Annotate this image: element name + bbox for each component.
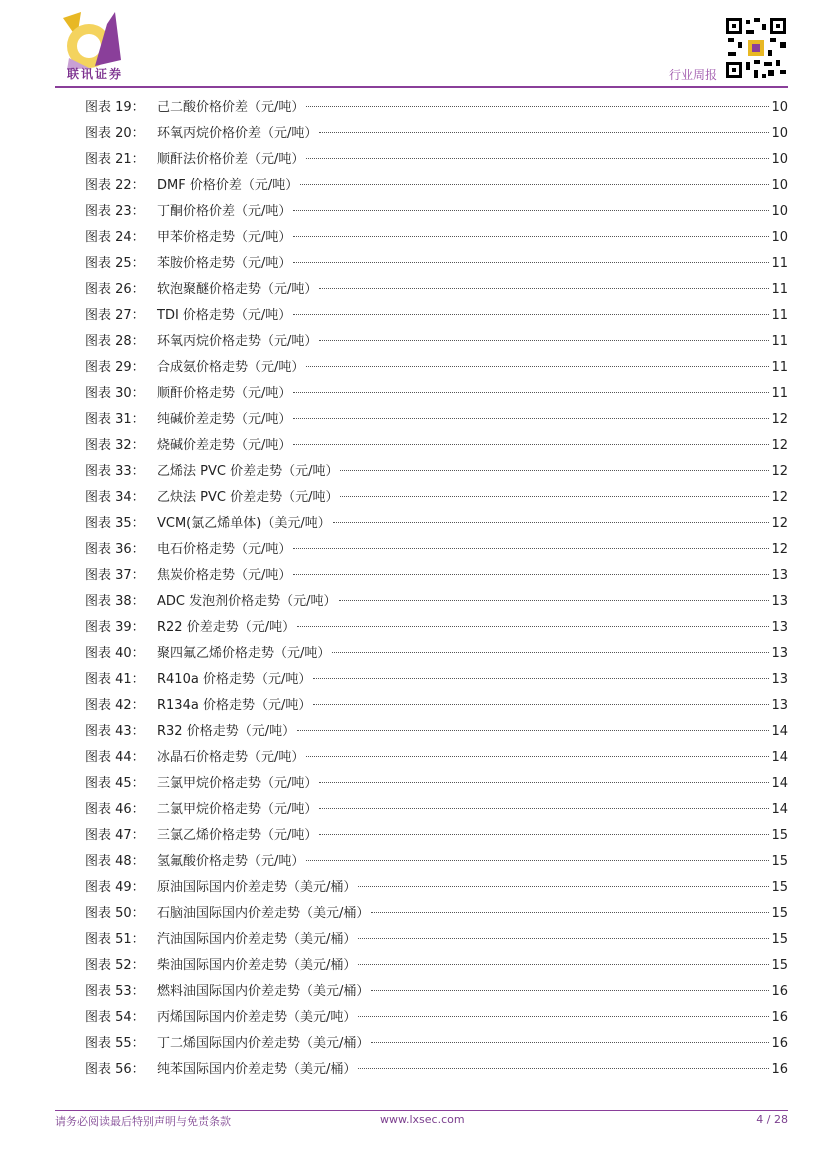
toc-figure-title: 原油国际国内价差走势（美元/桶） xyxy=(157,880,357,895)
toc-leader-dots xyxy=(332,652,769,653)
toc-leader-dots xyxy=(371,912,769,913)
toc-page-number: 15 xyxy=(771,906,788,921)
toc-figure-title: 顺酐价格走势（元/吨） xyxy=(157,386,292,401)
toc-figure-number: 图表 30： xyxy=(85,386,145,401)
toc-figure-number: 图表 48： xyxy=(85,854,145,869)
toc-row[interactable] xyxy=(85,745,788,771)
toc-leader-dots xyxy=(306,860,769,861)
toc-row[interactable] xyxy=(85,407,788,433)
toc-figure-number: 图表 37： xyxy=(85,568,145,583)
toc-page-number: 16 xyxy=(771,984,788,999)
toc-figure-number: 图表 39： xyxy=(85,620,145,635)
toc-figure-title: R22 价差走势（元/吨） xyxy=(157,620,296,635)
toc-page-number: 13 xyxy=(771,594,788,609)
toc-row[interactable] xyxy=(85,199,788,225)
toc-page-number: 13 xyxy=(771,620,788,635)
footer-divider xyxy=(55,1110,788,1111)
page-indicator: 4 / 28 xyxy=(756,1113,788,1126)
toc-figure-number: 图表 44： xyxy=(85,750,145,765)
toc-page-number: 11 xyxy=(771,334,788,349)
toc-page-number: 14 xyxy=(771,776,788,791)
toc-leader-dots xyxy=(313,678,769,679)
toc-leader-dots xyxy=(293,418,769,419)
toc-leader-dots xyxy=(293,236,769,237)
toc-figure-title: R410a 价格走势（元/吨） xyxy=(157,672,312,687)
page-footer xyxy=(55,1113,788,1131)
toc-figure-title: VCM(氯乙烯单体)（美元/吨） xyxy=(157,516,331,531)
toc-figure-number: 图表 24： xyxy=(85,230,145,245)
toc-figure-title: 环氧丙烷价格价差（元/吨） xyxy=(157,126,318,141)
toc-figure-number: 图表 21： xyxy=(85,152,145,167)
toc-page-number: 11 xyxy=(771,282,788,297)
toc-figure-title: ADC 发泡剂价格走势（元/吨） xyxy=(157,594,337,609)
toc-figure-number: 图表 51： xyxy=(85,932,145,947)
toc-row[interactable] xyxy=(85,329,788,355)
toc-page-number: 10 xyxy=(771,100,788,115)
toc-figure-title: TDI 价格走势（元/吨） xyxy=(157,308,292,323)
toc-row[interactable] xyxy=(85,979,788,1005)
toc-page-number: 14 xyxy=(771,724,788,739)
toc-figure-title: 顺酐法价格价差（元/吨） xyxy=(157,152,305,167)
toc-figure-title: 丙烯国际国内价差走势（美元/吨） xyxy=(157,1010,357,1025)
toc-figure-number: 图表 32： xyxy=(85,438,145,453)
toc-row[interactable] xyxy=(85,251,788,277)
toc-row[interactable] xyxy=(85,173,788,199)
toc-figure-number: 图表 49： xyxy=(85,880,145,895)
toc-figure-title: 三氯乙烯价格走势（元/吨） xyxy=(157,828,318,843)
toc-leader-dots xyxy=(306,756,769,757)
toc-leader-dots xyxy=(297,730,769,731)
toc-leader-dots xyxy=(358,1016,769,1017)
toc-figure-title: 二氯甲烷价格走势（元/吨） xyxy=(157,802,318,817)
toc-leader-dots xyxy=(297,626,769,627)
toc-page-number: 10 xyxy=(771,152,788,167)
toc-page-number: 12 xyxy=(771,412,788,427)
toc-figure-number: 图表 27： xyxy=(85,308,145,323)
toc-leader-dots xyxy=(319,288,769,289)
toc-figure-title: 纯苯国际国内价差走势（美元/桶） xyxy=(157,1062,357,1077)
toc-row[interactable] xyxy=(85,1005,788,1031)
toc-leader-dots xyxy=(306,106,769,107)
toc-leader-dots xyxy=(293,392,769,393)
toc-row[interactable] xyxy=(85,459,788,485)
page-header xyxy=(0,0,827,92)
toc-figure-title: 冰晶石价格走势（元/吨） xyxy=(157,750,305,765)
toc-page-number: 14 xyxy=(771,802,788,817)
toc-figure-number: 图表 34： xyxy=(85,490,145,505)
toc-leader-dots xyxy=(293,314,769,315)
toc-page-number: 15 xyxy=(771,932,788,947)
toc-page-number: 14 xyxy=(771,750,788,765)
toc-leader-dots xyxy=(371,990,769,991)
toc-row[interactable] xyxy=(85,1057,788,1083)
toc-figure-number: 图表 28： xyxy=(85,334,145,349)
toc-figure-number: 图表 45： xyxy=(85,776,145,791)
toc-row[interactable] xyxy=(85,771,788,797)
toc-figure-number: 图表 47： xyxy=(85,828,145,843)
toc-page-number: 12 xyxy=(771,438,788,453)
toc-row[interactable] xyxy=(85,225,788,251)
figure-list xyxy=(85,95,788,1083)
toc-figure-title: 焦炭价格走势（元/吨） xyxy=(157,568,292,583)
website-link[interactable]: www.lxsec.com xyxy=(380,1113,465,1126)
toc-row[interactable] xyxy=(85,355,788,381)
toc-figure-title: 柴油国际国内价差走势（美元/桶） xyxy=(157,958,357,973)
toc-figure-title: 氢氟酸价格走势（元/吨） xyxy=(157,854,305,869)
toc-page-number: 15 xyxy=(771,854,788,869)
toc-page-number: 12 xyxy=(771,516,788,531)
toc-row[interactable] xyxy=(85,953,788,979)
toc-row[interactable] xyxy=(85,381,788,407)
toc-page-number: 16 xyxy=(771,1036,788,1051)
toc-page-number: 16 xyxy=(771,1010,788,1025)
toc-leader-dots xyxy=(333,522,770,523)
toc-figure-number: 图表 54： xyxy=(85,1010,145,1025)
toc-figure-title: 燃料油国际国内价差走势（美元/桶） xyxy=(157,984,370,999)
toc-page-number: 15 xyxy=(771,828,788,843)
toc-page-number: 10 xyxy=(771,126,788,141)
toc-row[interactable] xyxy=(85,693,788,719)
toc-row[interactable] xyxy=(85,511,788,537)
toc-page-number: 11 xyxy=(771,360,788,375)
toc-figure-title: 纯碱价差走势（元/吨） xyxy=(157,412,292,427)
toc-row[interactable] xyxy=(85,147,788,173)
toc-page-number: 10 xyxy=(771,230,788,245)
toc-leader-dots xyxy=(319,340,769,341)
header-divider xyxy=(55,86,788,88)
toc-page-number: 10 xyxy=(771,204,788,219)
toc-leader-dots xyxy=(306,366,769,367)
toc-figure-number: 图表 22： xyxy=(85,178,145,193)
toc-row[interactable] xyxy=(85,277,788,303)
toc-page-number: 11 xyxy=(771,386,788,401)
toc-figure-title: 甲苯价格走势（元/吨） xyxy=(157,230,292,245)
toc-leader-dots xyxy=(293,444,769,445)
toc-page-number: 15 xyxy=(771,880,788,895)
toc-figure-title: 三氯甲烷价格走势（元/吨） xyxy=(157,776,318,791)
toc-figure-number: 图表 20： xyxy=(85,126,145,141)
toc-figure-number: 图表 38： xyxy=(85,594,145,609)
toc-row[interactable] xyxy=(85,615,788,641)
toc-row[interactable] xyxy=(85,1031,788,1057)
toc-figure-number: 图表 40： xyxy=(85,646,145,661)
toc-leader-dots xyxy=(319,782,769,783)
toc-figure-number: 图表 52： xyxy=(85,958,145,973)
toc-page-number: 11 xyxy=(771,256,788,271)
toc-leader-dots xyxy=(340,496,769,497)
toc-figure-number: 图表 46： xyxy=(85,802,145,817)
toc-figure-number: 图表 55： xyxy=(85,1036,145,1051)
toc-page-number: 11 xyxy=(771,308,788,323)
toc-figure-title: 聚四氟乙烯价格走势（元/吨） xyxy=(157,646,331,661)
toc-row[interactable] xyxy=(85,121,788,147)
toc-leader-dots xyxy=(358,886,769,887)
toc-leader-dots xyxy=(358,964,769,965)
toc-figure-number: 图表 25： xyxy=(85,256,145,271)
toc-row[interactable] xyxy=(85,667,788,693)
toc-leader-dots xyxy=(358,1068,769,1069)
toc-leader-dots xyxy=(340,470,769,471)
toc-row[interactable] xyxy=(85,901,788,927)
toc-page-number: 12 xyxy=(771,542,788,557)
toc-figure-title: 汽油国际国内价差走势（美元/桶） xyxy=(157,932,357,947)
toc-figure-title: 环氧丙烷价格走势（元/吨） xyxy=(157,334,318,349)
toc-row[interactable] xyxy=(85,719,788,745)
toc-page-number: 13 xyxy=(771,672,788,687)
toc-leader-dots xyxy=(293,210,769,211)
toc-row[interactable] xyxy=(85,589,788,615)
toc-figure-number: 图表 53： xyxy=(85,984,145,999)
company-name: 联讯证券 xyxy=(66,67,123,81)
toc-page-number: 10 xyxy=(771,178,788,193)
toc-page-number: 13 xyxy=(771,698,788,713)
toc-figure-title: 丁二烯国际国内价差走势（美元/桶） xyxy=(157,1036,370,1051)
toc-row[interactable] xyxy=(85,95,788,121)
qr-code-icon xyxy=(724,16,788,80)
toc-figure-number: 图表 33： xyxy=(85,464,145,479)
toc-figure-number: 图表 31： xyxy=(85,412,145,427)
toc-figure-title: 软泡聚醚价格走势（元/吨） xyxy=(157,282,318,297)
toc-row[interactable] xyxy=(85,927,788,953)
toc-row[interactable] xyxy=(85,875,788,901)
toc-figure-title: 苯胺价格走势（元/吨） xyxy=(157,256,292,271)
toc-row[interactable] xyxy=(85,485,788,511)
toc-row[interactable] xyxy=(85,433,788,459)
toc-row[interactable] xyxy=(85,849,788,875)
toc-figure-title: R32 价格走势（元/吨） xyxy=(157,724,296,739)
toc-leader-dots xyxy=(313,704,769,705)
toc-figure-title: 丁酮价格价差（元/吨） xyxy=(157,204,292,219)
toc-row[interactable] xyxy=(85,823,788,849)
toc-figure-title: 乙炔法 PVC 价差走势（元/吨） xyxy=(157,490,339,505)
toc-row[interactable] xyxy=(85,563,788,589)
toc-figure-number: 图表 50： xyxy=(85,906,145,921)
toc-leader-dots xyxy=(319,132,769,133)
toc-figure-number: 图表 19： xyxy=(85,100,145,115)
toc-leader-dots xyxy=(300,184,769,185)
toc-row[interactable] xyxy=(85,537,788,563)
toc-figure-number: 图表 56： xyxy=(85,1062,145,1077)
toc-figure-title: 石脑油国际国内价差走势（美元/桶） xyxy=(157,906,370,921)
toc-page-number: 13 xyxy=(771,646,788,661)
toc-figure-number: 图表 26： xyxy=(85,282,145,297)
toc-leader-dots xyxy=(358,938,769,939)
toc-leader-dots xyxy=(293,548,769,549)
toc-row[interactable] xyxy=(85,797,788,823)
toc-figure-number: 图表 41： xyxy=(85,672,145,687)
toc-figure-number: 图表 35： xyxy=(85,516,145,531)
toc-page-number: 16 xyxy=(771,1062,788,1077)
toc-figure-title: 烧碱价差走势（元/吨） xyxy=(157,438,292,453)
toc-page-number: 12 xyxy=(771,490,788,505)
toc-leader-dots xyxy=(319,808,769,809)
disclaimer-text: 请务必阅读最后特别声明与免责条款 xyxy=(55,1115,231,1128)
toc-page-number: 13 xyxy=(771,568,788,583)
toc-figure-title: 乙烯法 PVC 价差走势（元/吨） xyxy=(157,464,339,479)
toc-figure-number: 图表 42： xyxy=(85,698,145,713)
toc-figure-title: 电石价格走势（元/吨） xyxy=(157,542,292,557)
toc-page-number: 15 xyxy=(771,958,788,973)
toc-figure-title: 合成氨价格走势（元/吨） xyxy=(157,360,305,375)
toc-page-number: 12 xyxy=(771,464,788,479)
toc-figure-number: 图表 29： xyxy=(85,360,145,375)
report-type-label: 行业周报 xyxy=(668,68,717,82)
toc-figure-title: 己二酸价格价差（元/吨） xyxy=(157,100,305,115)
toc-leader-dots xyxy=(319,834,769,835)
toc-leader-dots xyxy=(339,600,770,601)
toc-figure-title: DMF 价格价差（元/吨） xyxy=(157,178,299,193)
toc-leader-dots xyxy=(371,1042,769,1043)
toc-row[interactable] xyxy=(85,641,788,667)
toc-leader-dots xyxy=(293,574,769,575)
toc-figure-number: 图表 43： xyxy=(85,724,145,739)
toc-figure-title: R134a 价格走势（元/吨） xyxy=(157,698,312,713)
toc-leader-dots xyxy=(306,158,769,159)
toc-figure-number: 图表 36： xyxy=(85,542,145,557)
toc-leader-dots xyxy=(293,262,769,263)
toc-row[interactable] xyxy=(85,303,788,329)
toc-figure-number: 图表 23： xyxy=(85,204,145,219)
